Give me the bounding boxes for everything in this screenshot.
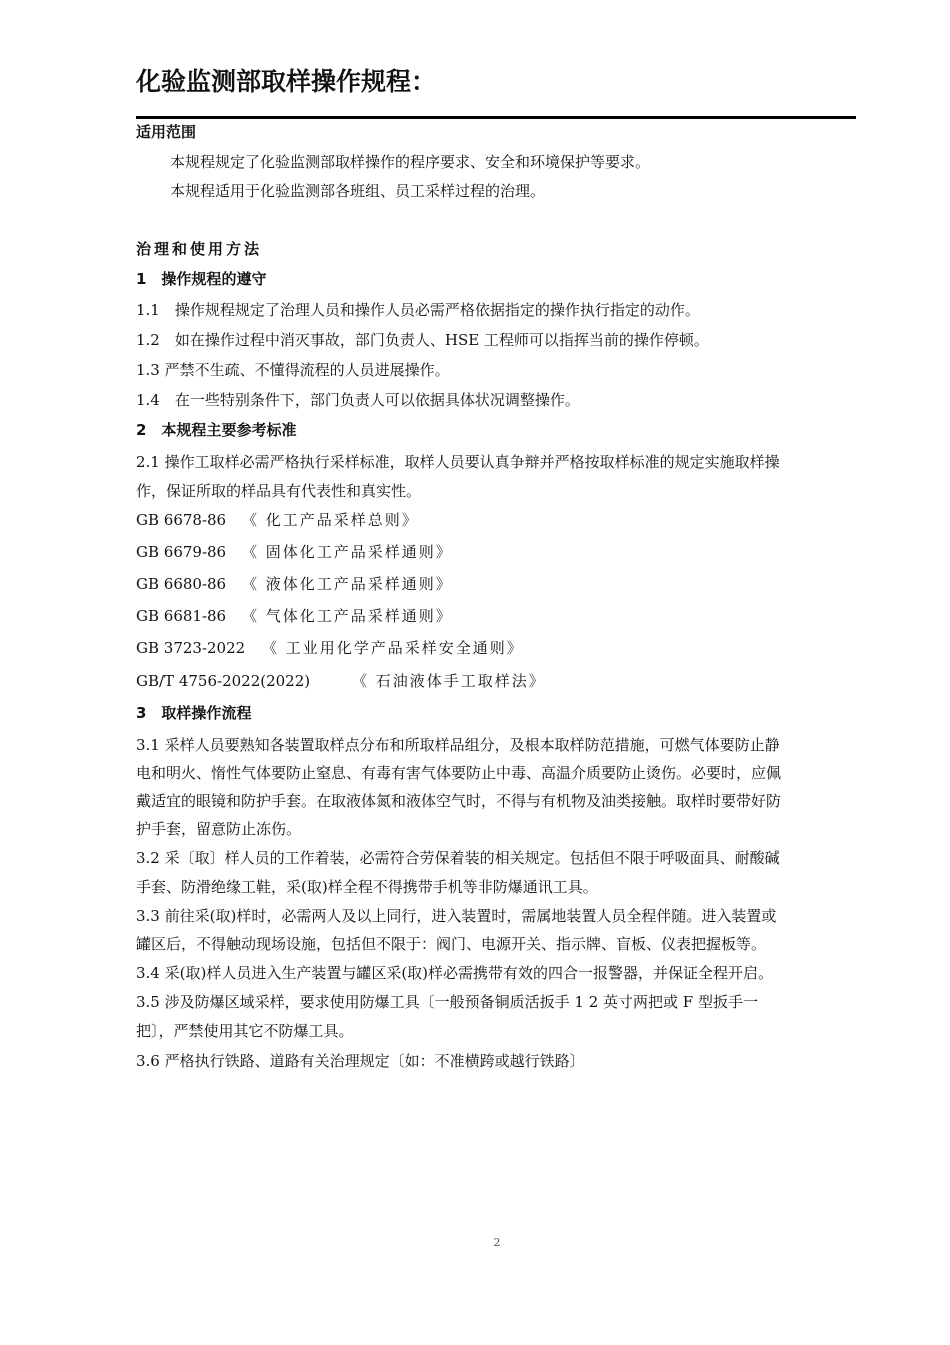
section-1-item: 1.2 如在操作过程中消灭事故，部门负责人、HSE 工程师可以指挥当前的操作停顿。 (136, 331, 709, 349)
section-3-line: 罐区后，不得触动现场设施，包括但不限于：阀门、电源开关、指示牌、盲板、仪表把握板等。 (136, 935, 767, 953)
scope-paragraph-1: 本规程规定了化验监测部取样操作的程序要求、安全和环境保护等要求。 (170, 153, 651, 171)
section-3-line: 护手套，留意防止冻伤。 (136, 820, 302, 838)
section-3-line: 3.1 采样人员要熟知各装置取样点分布和所取样品组分，及根本取样防范措施，可燃气体要防止静 (136, 736, 780, 754)
section-1-item: 1.4 在一些特别条件下，部门负责人可以依据具体状况调整操作。 (136, 391, 580, 409)
standard-row (136, 510, 419, 530)
section-2-paragraph-line: 作，保证所取的样品具有代表性和真实性。 (136, 482, 422, 500)
section-3-line: 3.4 采(取)样人员进入生产装置与罐区采(取)样必需携带有效的四合一报警器，并保证全程开启。 (136, 964, 774, 982)
section-3-line: 把〕，严禁使用其它不防爆工具。 (136, 1022, 354, 1040)
standard-row (136, 606, 453, 626)
standard-name: 《 工业用化学产品采样安全通则》 (262, 639, 524, 657)
standard-row (136, 574, 453, 594)
scope-paragraph-2: 本规程适用于化验监测部各班组、员工采样过程的治理。 (170, 182, 546, 200)
section-1-item: 1.3 严禁不生疏、不懂得流程的人员进展操作。 (136, 361, 450, 379)
section-3-line: 3.2 采〔取〕样人员的工作着装，必需符合劳保着装的相关规定。包括但不限于呼吸面具、耐酸碱 (136, 849, 780, 867)
standard-row (136, 542, 453, 562)
section-2-paragraph-line: 2.1 操作工取样必需严格执行采样标准，取样人员要认真争辩并严格按取样标准的规定实施取样操 (136, 453, 780, 471)
document-title: 化验监测部取样操作规程： (136, 67, 437, 96)
section-1-item: 1.1 操作规程规定了治理人员和操作人员必需严格依据指定的操作执行指定的动作。 (136, 301, 700, 319)
standard-code: GB 6679-86 (136, 543, 227, 561)
section-3-line: 3.5 涉及防爆区域采样，要求使用防爆工具〔一般预备铜质活扳手 1 2 英寸两把或 F 型扳手一 (136, 993, 758, 1011)
standard-name: 《 石油液体手工取样法》 (352, 672, 546, 690)
standard-code: GB/T 4756-2022(2022) (136, 672, 311, 690)
standard-row (136, 671, 546, 691)
section-3-line: 戴适宜的眼镜和防护手套。在取液体氮和液体空气时，不得与有机物及油类接触。取样时要带好防 (136, 792, 782, 810)
section-2-heading: 2 本规程主要参考标准 (136, 421, 297, 439)
section-3-line: 3.6 严格执行铁路、道路有关治理规定〔如：不准横跨或越行铁路〕 (136, 1052, 585, 1070)
standard-code: GB 6678-86 (136, 511, 227, 529)
title-rule (136, 116, 856, 119)
standard-code: GB 6680-86 (136, 575, 227, 593)
standard-row (136, 638, 524, 658)
section-3-line: 3.3 前往采(取)样时，必需两人及以上同行，进入装置时，需属地装置人员全程伴随。进入装置或 (136, 907, 777, 925)
standard-name: 《 固体化工产品采样通则》 (242, 543, 453, 561)
standard-name: 《 化工产品采样总则》 (242, 511, 419, 529)
section-1-heading: 1 操作规程的遵守 (136, 270, 267, 288)
standard-name: 《 气体化工产品采样通则》 (242, 607, 453, 625)
standard-name: 《 液体化工产品采样通则》 (242, 575, 453, 593)
scope-heading: 适用范围 (136, 123, 197, 141)
section-3-heading: 3 取样操作流程 (136, 704, 252, 722)
management-heading: 治理和使用方法 (136, 240, 263, 258)
page-number: 2 (493, 1236, 501, 1249)
section-3-line: 手套、防滑绝缘工鞋，采(取)样全程不得携带手机等非防爆通讯工具。 (136, 878, 598, 896)
standard-code: GB 6681-86 (136, 607, 227, 625)
section-3-line: 电和明火、惰性气体要防止窒息、有毒有害气体要防止中毒、高温介质要防止烫伤。必要时，应佩 (136, 764, 782, 782)
standard-code: GB 3723-2022 (136, 639, 246, 657)
